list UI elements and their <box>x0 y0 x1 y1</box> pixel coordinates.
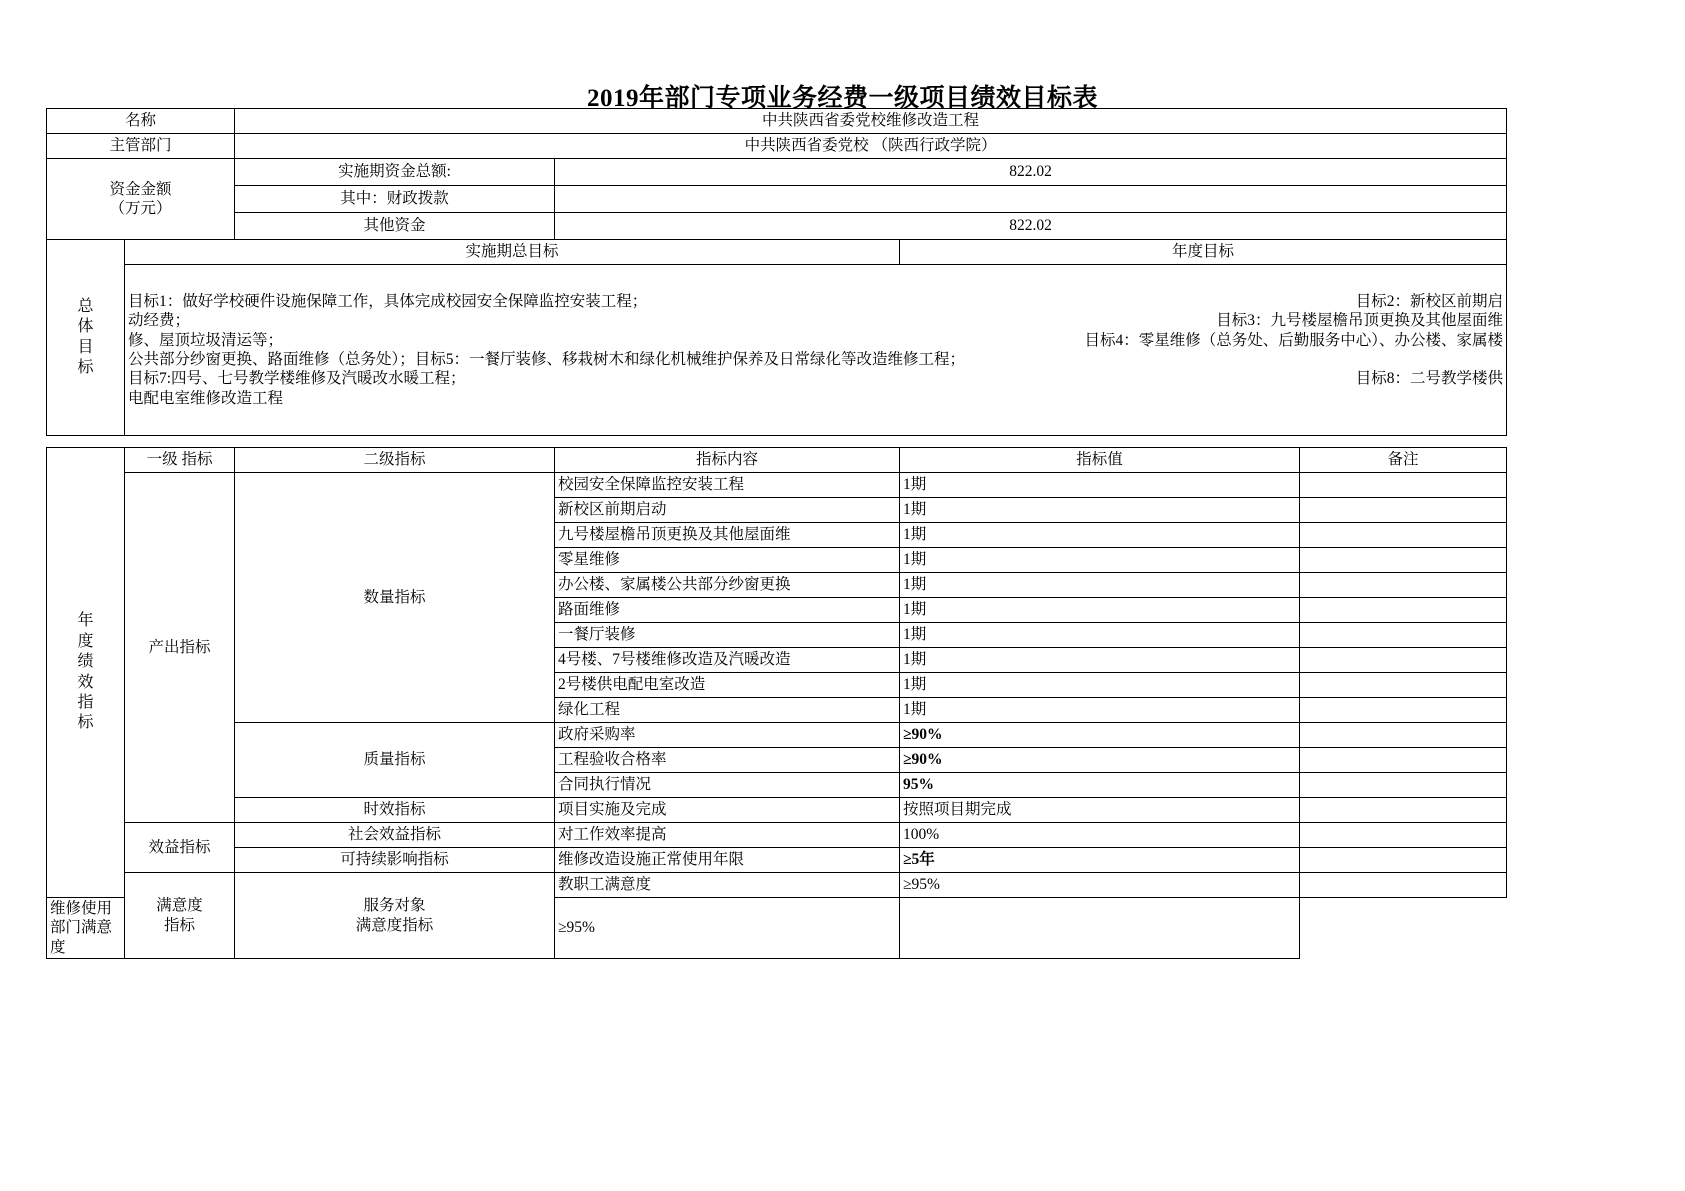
table-row-spacer <box>47 436 1507 448</box>
indicator-remark <box>1300 873 1507 898</box>
indicator-value: 1期 <box>900 573 1300 598</box>
objective-line-2-right: 目标3：九号楼屋檐吊顶更换及其他屋面维 <box>1216 312 1504 330</box>
overall-objective-label <box>47 240 125 436</box>
indicator-remark <box>1300 623 1507 648</box>
funds-fiscal-label: 其中：财政拨款 <box>235 186 555 213</box>
funds-amount-label <box>47 159 235 240</box>
level2-social-benefit-indicator: 社会效益指标 <box>235 823 555 848</box>
table-row-indicator-headers <box>47 448 1507 473</box>
indicator-remark <box>1300 523 1507 548</box>
column-header-level2: 二级指标 <box>235 448 555 473</box>
indicator-content: 政府采购率 <box>555 723 900 748</box>
indicator-value: 1期 <box>900 673 1300 698</box>
objective-line-1 <box>128 292 1503 311</box>
indicator-value: 1期 <box>900 623 1300 648</box>
indicator-value: 1期 <box>900 523 1300 548</box>
indicator-content: 2号楼供电配电室改造 <box>555 673 900 698</box>
objective-line-5 <box>128 369 1503 388</box>
funds-total-value: 822.02 <box>555 159 1507 186</box>
level1-satisfaction-indicator-line2: 指标 <box>164 916 196 934</box>
indicator-content: 维修改造设施正常使用年限 <box>555 848 900 873</box>
annual-performance-indicator-label-vertical: 年 度 绩 效 指 标 <box>77 612 94 732</box>
name-label: 名称 <box>47 109 235 134</box>
indicator-content: 九号楼屋檐吊顶更换及其他屋面维 <box>555 523 900 548</box>
page-title: 2019年部门专项业务经费一级项目绩效目标表 <box>586 85 1098 112</box>
level2-service-satisfaction-line1: 服务对象 <box>363 897 426 915</box>
indicator-remark <box>1300 473 1507 498</box>
level2-quantity-indicator: 数量指标 <box>235 473 555 723</box>
indicator-value: 1期 <box>900 498 1300 523</box>
indicator-content: 合同执行情况 <box>555 773 900 798</box>
objective-line-5-right: 目标8：二号教学楼供 <box>1355 370 1504 388</box>
funds-fiscal-value <box>555 186 1507 213</box>
indicator-content: 教职工满意度 <box>555 873 900 898</box>
table-row <box>47 848 1507 873</box>
indicator-remark <box>1300 723 1507 748</box>
indicator-value: 1期 <box>900 598 1300 623</box>
column-header-remark: 备注 <box>1300 448 1507 473</box>
funds-other-label: 其他资金 <box>235 213 555 240</box>
indicator-remark <box>1300 698 1507 723</box>
annual-objective-header: 年度目标 <box>900 240 1507 265</box>
objective-line-3 <box>128 331 1503 350</box>
objective-line-6 <box>128 389 1503 408</box>
indicator-value: 1期 <box>900 648 1300 673</box>
objective-line-4-left: 公共部分纱窗更换、路面维修（总务处）；目标5：一餐厅装修、移栽树木和绿化机械维护保养及日常绿化等改造维修工程； <box>128 351 966 368</box>
funds-total-label: 实施期资金总额: <box>235 159 555 186</box>
level2-service-satisfaction-line2: 满意度指标 <box>355 916 434 934</box>
indicator-value: 100% <box>900 823 1300 848</box>
objective-line-1-right: 目标2：新校区前期启 <box>1355 292 1504 310</box>
indicator-remark <box>1300 598 1507 623</box>
objective-line-4 <box>128 350 1503 369</box>
department-value: 中共陕西省委党校 （陕西行政学院） <box>235 134 1507 159</box>
funds-other-value: 822.02 <box>555 213 1507 240</box>
level1-output-indicator: 产出指标 <box>125 473 235 823</box>
table-row <box>47 798 1507 823</box>
level1-satisfaction-indicator-line1: 满意度 <box>156 897 203 915</box>
table-row-funds-total <box>47 159 1507 186</box>
indicator-remark <box>1300 848 1507 873</box>
indicator-value: ≥90% <box>900 748 1300 773</box>
indicator-value: 95% <box>900 773 1300 798</box>
objective-line-3-right: 目标4：零星维修（总务处、后勤服务中心）、办公楼、家属楼 <box>1084 331 1504 349</box>
indicator-remark <box>1300 798 1507 823</box>
indicator-content: 工程验收合格率 <box>555 748 900 773</box>
table-row <box>47 473 1507 498</box>
column-header-content: 指标内容 <box>555 448 900 473</box>
indicator-value: ≥90% <box>900 723 1300 748</box>
performance-target-table <box>46 108 1507 959</box>
indicator-remark <box>1300 573 1507 598</box>
indicator-remark <box>1300 823 1507 848</box>
level1-benefit-indicator: 效益指标 <box>125 823 235 873</box>
indicator-remark <box>1300 748 1507 773</box>
indicator-value: ≥5年 <box>900 848 1300 873</box>
table-row <box>47 823 1507 848</box>
funds-amount-label-line2: （万元） <box>109 200 172 217</box>
level2-timeliness-indicator: 时效指标 <box>235 798 555 823</box>
objective-line-6-left: 电配电室维修改造工程 <box>128 389 284 407</box>
objective-line-5-left: 目标7:四号、七号教学楼维修及汽暖改水暖工程； <box>128 370 466 388</box>
table-row-department <box>47 134 1507 159</box>
indicator-remark <box>1300 773 1507 798</box>
indicator-remark <box>1300 673 1507 698</box>
indicator-remark <box>1300 648 1507 673</box>
funds-amount-label-line1: 资金金额 <box>109 180 172 198</box>
table-row-objective-headers <box>47 240 1507 265</box>
indicator-content: 路面维修 <box>555 598 900 623</box>
overall-objective-label-vertical: 总 体 目 标 <box>77 297 94 376</box>
indicator-value: 1期 <box>900 548 1300 573</box>
level1-satisfaction-indicator <box>125 873 235 959</box>
indicator-remark <box>1300 498 1507 523</box>
objective-line-3-left: 修、屋顶垃圾清运等； <box>128 331 284 349</box>
objectives-text-block <box>125 265 1507 436</box>
column-header-value: 指标值 <box>900 448 1300 473</box>
indicator-content: 绿化工程 <box>555 698 900 723</box>
indicator-content: 对工作效率提高 <box>555 823 900 848</box>
indicator-remark <box>1300 548 1507 573</box>
indicator-value: 1期 <box>900 473 1300 498</box>
indicator-value: ≥95% <box>555 898 900 959</box>
implementation-objective-header: 实施期总目标 <box>125 240 900 265</box>
objective-line-2 <box>128 311 1503 330</box>
table-row-funds-fiscal <box>47 186 1507 213</box>
indicator-content: 新校区前期启动 <box>555 498 900 523</box>
level2-quality-indicator: 质量指标 <box>235 723 555 798</box>
indicator-content: 4号楼、7号楼维修改造及汽暖改造 <box>555 648 900 673</box>
objective-line-1-left: 目标1：做好学校硬件设施保障工作，具体完成校园安全保障监控安装工程； <box>128 292 648 310</box>
name-value: 中共陕西省委党校维修改造工程 <box>235 109 1507 134</box>
level2-sustainability-indicator: 可持续影响指标 <box>235 848 555 873</box>
table-row <box>47 873 1507 898</box>
indicator-content: 项目实施及完成 <box>555 798 900 823</box>
level2-service-satisfaction-indicator <box>235 873 555 959</box>
indicator-value: ≥95% <box>900 873 1300 898</box>
department-label: 主管部门 <box>47 134 235 159</box>
indicator-content: 办公楼、家属楼公共部分纱窗更换 <box>555 573 900 598</box>
indicator-content: 维修使用部门满意度 <box>47 898 125 959</box>
indicator-remark <box>900 898 1300 959</box>
table-row-funds-other <box>47 213 1507 240</box>
column-header-level1: 一级 指标 <box>125 448 235 473</box>
indicator-content: 校园安全保障监控安装工程 <box>555 473 900 498</box>
table-row <box>47 723 1507 748</box>
indicator-content: 一餐厅装修 <box>555 623 900 648</box>
table-row-objective-body <box>47 265 1507 436</box>
indicator-value: 按照项目期完成 <box>900 798 1300 823</box>
objective-line-2-left: 动经费； <box>128 312 191 330</box>
indicator-value: 1期 <box>900 698 1300 723</box>
table-row-name <box>47 109 1507 134</box>
indicator-content: 零星维修 <box>555 548 900 573</box>
annual-performance-indicator-label <box>47 448 125 898</box>
